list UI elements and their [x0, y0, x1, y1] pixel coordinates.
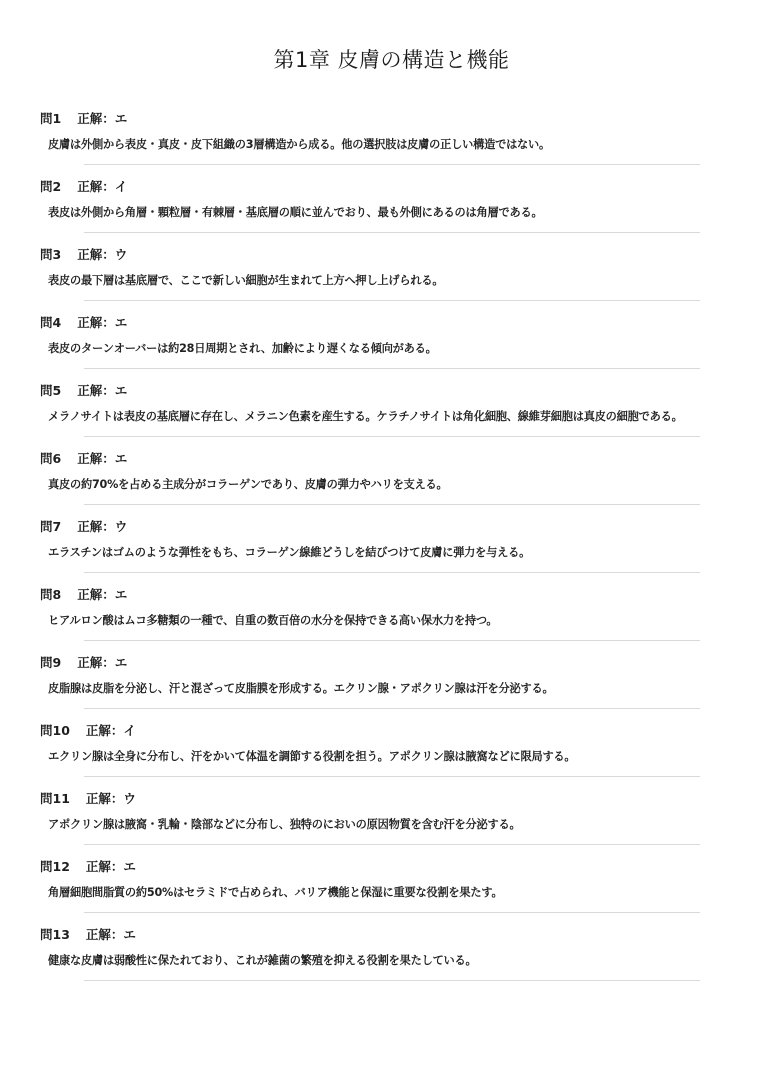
- answer-item-13: [40, 924, 730, 981]
- correct-answer: 正解：エ: [77, 383, 128, 398]
- answer-header: [40, 246, 730, 264]
- correct-answer: 正解：エ: [77, 315, 128, 330]
- answer-header: [40, 110, 730, 128]
- correct-answer: 正解：エ: [77, 587, 128, 602]
- divider: [84, 572, 700, 573]
- answer-header: [40, 654, 730, 672]
- answer-item-9: [40, 652, 730, 709]
- question-number: 問3: [40, 247, 62, 262]
- answer-header: [40, 178, 730, 196]
- answer-item-7: [40, 516, 730, 573]
- question-number: 問8: [40, 587, 62, 602]
- divider: [84, 980, 700, 981]
- answer-explanation: 真皮の約70%を占める主成分がコラーゲンであり、皮膚の弾力やハリを支える。: [48, 478, 448, 491]
- answer-item-11: [40, 788, 730, 845]
- answer-explanation: エラスチンはゴムのような弾性をもち、コラーゲン線維どうしを結びつけて皮膚に弾力を与える。: [48, 546, 531, 559]
- answer-header: [40, 518, 730, 536]
- divider: [84, 368, 700, 369]
- correct-answer: 正解：イ: [85, 723, 136, 738]
- divider: [84, 436, 700, 437]
- question-number: 問5: [40, 383, 62, 398]
- answer-header: [40, 314, 730, 332]
- answer-explanation: 表皮は外側から角層・顆粒層・有棘層・基底層の順に並んでおり、最も外側にあるのは角層である。: [48, 206, 543, 219]
- answer-explanation: エクリン腺は全身に分布し、汗をかいて体温を調節する役割を担う。アポクリン腺は腋窩などに限局する。: [48, 750, 576, 763]
- answer-explanation: アポクリン腺は腋窩・乳輪・陰部などに分布し、独特のにおいの原因物質を含む汗を分泌する。: [48, 818, 521, 831]
- divider: [84, 504, 700, 505]
- divider: [84, 232, 700, 233]
- answer-item-3: [40, 244, 730, 301]
- answer-explanation: 表皮の最下層は基底層で、ここで新しい細胞が生まれて上方へ押し上げられる。: [48, 274, 444, 287]
- answer-item-10: [40, 720, 730, 777]
- correct-answer: 正解：イ: [77, 179, 128, 194]
- answer-explanation: 健康な皮膚は弱酸性に保たれており、これが雑菌の繁殖を抑える役割を果たしている。: [48, 954, 477, 967]
- divider: [84, 912, 700, 913]
- divider: [84, 708, 700, 709]
- correct-answer: 正解：エ: [85, 859, 136, 874]
- correct-answer: 正解：ウ: [85, 791, 136, 806]
- answer-explanation: 皮脂腺は皮脂を分泌し、汗と混ざって皮脂膜を形成する。エクリン腺・アポクリン腺は汗を分泌する。: [48, 682, 554, 695]
- question-number: 問11: [40, 791, 70, 806]
- divider: [84, 776, 700, 777]
- answer-explanation: ヒアルロン酸はムコ多糖類の一種で、自重の数百倍の水分を保持できる高い保水力を持つ。: [48, 614, 498, 627]
- question-number: 問7: [40, 519, 62, 534]
- divider: [84, 640, 700, 641]
- answer-explanation: 皮膚は外側から表皮・真皮・皮下組織の3層構造から成る。他の選択肢は皮膚の正しい構造ではない。: [48, 138, 551, 151]
- answer-item-4: [40, 312, 730, 369]
- question-number: 問10: [40, 723, 70, 738]
- question-number: 問13: [40, 927, 70, 942]
- correct-answer: 正解：エ: [77, 655, 128, 670]
- chapter-title: 第1章 皮膚の構造と機能: [273, 48, 510, 72]
- answer-item-6: [40, 448, 730, 505]
- correct-answer: 正解：エ: [85, 927, 136, 942]
- question-number: 問1: [40, 111, 62, 126]
- answer-header: [40, 382, 730, 400]
- answer-header: [40, 450, 730, 468]
- answer-explanation: 角層細胞間脂質の約50%はセラミドで占められ、バリア機能と保湿に重要な役割を果たす。: [48, 886, 503, 899]
- answer-item-8: [40, 584, 730, 641]
- question-number: 問12: [40, 859, 70, 874]
- answer-item-1: [40, 108, 730, 165]
- question-number: 問2: [40, 179, 62, 194]
- question-number: 問6: [40, 451, 62, 466]
- answer-header: [40, 858, 730, 876]
- correct-answer: 正解：ウ: [77, 247, 128, 262]
- divider: [84, 164, 700, 165]
- question-number: 問9: [40, 655, 62, 670]
- answer-explanation: 表皮のターンオーバーは約28日周期とされ、加齢により遅くなる傾向がある。: [48, 342, 437, 355]
- correct-answer: 正解：ウ: [77, 519, 128, 534]
- answer-item-2: [40, 176, 730, 233]
- correct-answer: 正解：エ: [77, 111, 128, 126]
- correct-answer: 正解：エ: [77, 451, 128, 466]
- answer-explanation: メラノサイトは表皮の基底層に存在し、メラニン色素を産生する。ケラチノサイトは角化細胞、線維芽細胞は真皮の細胞である。: [48, 410, 683, 423]
- answer-header: [40, 926, 730, 944]
- answer-item-5: [40, 380, 730, 437]
- answer-header: [40, 790, 730, 808]
- answer-header: [40, 722, 730, 740]
- answer-list: [40, 108, 730, 992]
- divider: [84, 300, 700, 301]
- answer-item-12: [40, 856, 730, 913]
- divider: [84, 844, 700, 845]
- answer-header: [40, 586, 730, 604]
- question-number: 問4: [40, 315, 62, 330]
